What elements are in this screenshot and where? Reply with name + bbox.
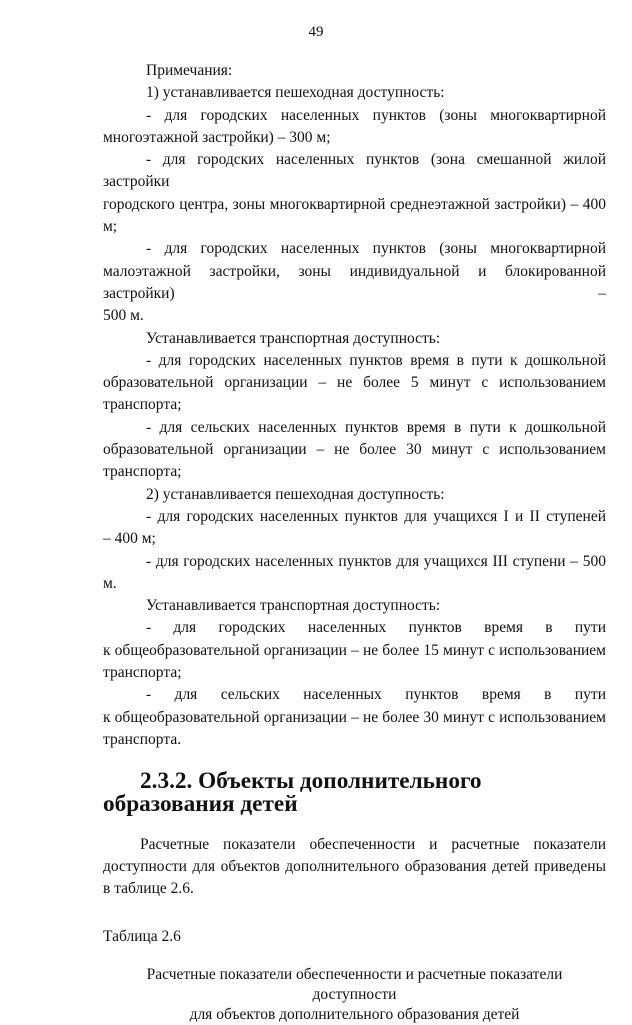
notes-title: Примечания: bbox=[146, 62, 233, 79]
table-caption-line1: Расчетные показатели обеспеченности и расчетные показатели доступности bbox=[146, 965, 563, 1003]
notes-transport1-a-line2: образовательной организации – не более 5 минут с использованием bbox=[103, 374, 606, 392]
notes-transport2-b-line2: к общеобразовательной организации – не более 30 минут с использованием bbox=[103, 708, 606, 726]
notes-transport1-b-line3: транспорта; bbox=[103, 463, 182, 481]
section-heading: 2.3.2. Объекты дополнительного образования детей bbox=[103, 768, 482, 817]
notes-item1-c-line3: 500 м. bbox=[103, 307, 144, 325]
notes-transport2-a-line3: транспорта; bbox=[103, 664, 182, 682]
notes-item2-intro: 2) устанавливается пешеходная доступность: bbox=[146, 485, 445, 503]
notes-transport2-b-line1: - для сельских населенных пунктов время в пути bbox=[146, 686, 606, 704]
notes-item2-b-line1: - для городских населенных пунктов для учащихся III ступени – 500 м. bbox=[103, 552, 606, 592]
notes-item2-a-line2: – 400 м; bbox=[103, 530, 156, 548]
notes-transport1-b-line2: образовательной организации – не более 30 минут с использованием bbox=[103, 441, 606, 459]
notes-item1-b-line2: городского центра, зоны многоквартирной среднеэтажной застройки) – 400 bbox=[103, 195, 606, 213]
section-paragraph bbox=[103, 834, 606, 901]
table-caption bbox=[103, 965, 606, 1025]
notes-block bbox=[103, 60, 606, 751]
table-caption-line2: для объектов дополнительного образования детей bbox=[189, 1005, 520, 1023]
notes-transport2-a-line1: - для городских населенных пунктов время в пути bbox=[146, 619, 606, 637]
notes-item1-c-line1: - для городских населенных пунктов (зоны многоквартирной bbox=[146, 240, 606, 258]
notes-transport1-b-line1: - для сельских населенных пунктов время в пути к дошкольной bbox=[146, 418, 606, 436]
notes-item1-b-line3: м; bbox=[103, 218, 118, 236]
notes-item1-b-line1: - для городских населенных пунктов (зона смешанной жилой застройки bbox=[103, 151, 606, 191]
notes-item1-c-line2: малоэтажной застройки, зоны индивидуальной и блокированной застройки) – bbox=[103, 262, 606, 302]
notes-transport2-intro: Устанавливается транспортная доступность: bbox=[146, 597, 441, 615]
notes-item1-a-line1: - для городских населенных пунктов (зоны многоквартирной bbox=[146, 106, 606, 124]
document-body bbox=[103, 60, 606, 1025]
notes-transport2-b-line3: транспорта. bbox=[103, 730, 182, 748]
notes-item1-intro: 1) устанавливается пешеходная доступность: bbox=[146, 84, 445, 102]
page-number: 49 bbox=[308, 24, 324, 40]
section-para-line2: доступности для объектов дополнительного образования детей приведены bbox=[103, 858, 606, 876]
notes-transport1-intro: Устанавливается транспортная доступность: bbox=[146, 329, 441, 347]
table-label: Таблица 2.6 bbox=[103, 927, 181, 945]
notes-item2-a-line1: - для городских населенных пунктов для учащихся I и II ступеней bbox=[146, 507, 606, 525]
notes-transport1-a-line3: транспорта; bbox=[103, 396, 182, 414]
notes-transport2-a-line2: к общеобразовательной организации – не более 15 минут с использованием bbox=[103, 641, 606, 659]
section-para-line3: в таблице 2.6. bbox=[103, 880, 194, 898]
notes-transport1-a-line1: - для городских населенных пунктов время в пути к дошкольной bbox=[146, 351, 606, 369]
section-para-line1: Расчетные показатели обеспеченности и расчетные показатели bbox=[140, 835, 606, 853]
notes-item1-a-line2: многоэтажной застройки) – 300 м; bbox=[103, 128, 331, 146]
